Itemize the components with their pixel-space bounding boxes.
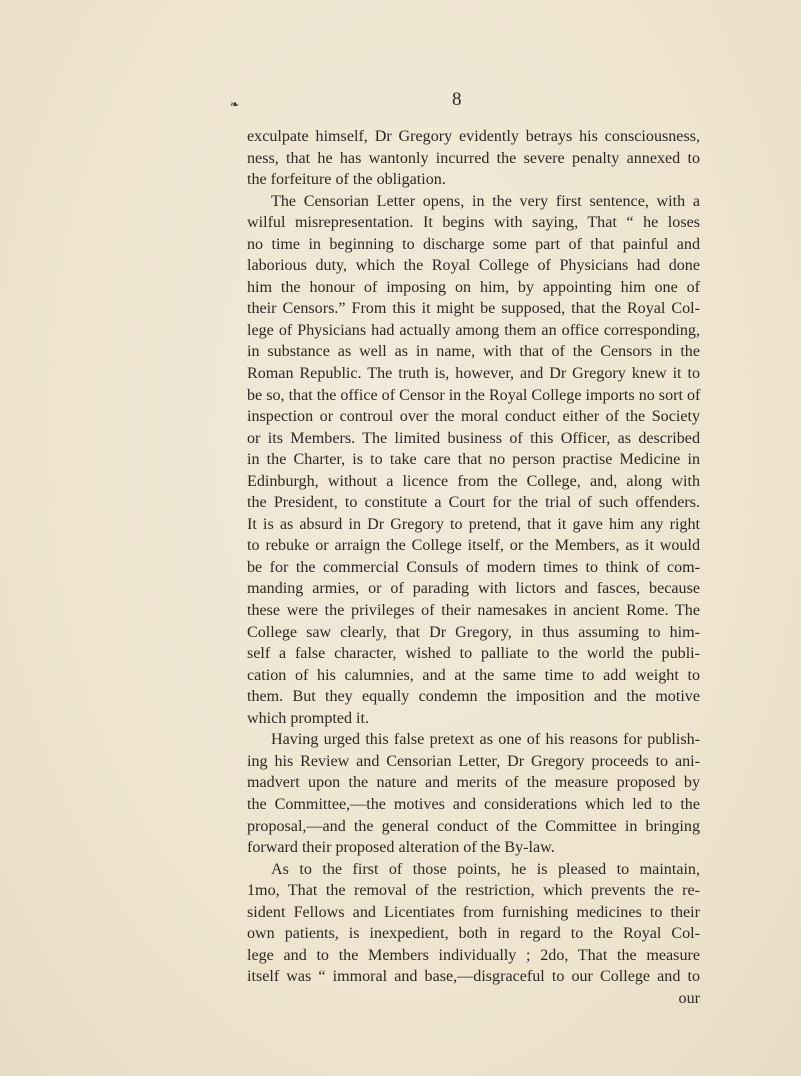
text-line: inspection or controul over the moral conduct either of the Society: [247, 408, 700, 426]
text-line: 1mo, That the removal of the restriction, which prevents the re-: [247, 882, 700, 900]
text-line: lege of Physicians had actually among them an office corresponding,: [247, 321, 700, 339]
page-number: 8: [452, 89, 463, 110]
text-line: our: [678, 989, 700, 1007]
text-line: cation of his calumnies, and at the same time to add weight to: [247, 666, 700, 684]
text-line: them. But they equally condemn the imposition and the motive: [247, 688, 700, 706]
text-line: As to the first of those points, he is pleased to maintain,: [271, 860, 700, 878]
body-text: [247, 126, 700, 1009]
text-line: exculpate himself, Dr Gregory evidently betrays his consciousness,: [247, 128, 700, 145]
text-line: itself was “ immoral and base,—disgraceful to our College and to: [247, 968, 700, 986]
text-line: in the Charter, is to take care that no person practise Medicine in: [247, 451, 700, 469]
ink-mark: ❧: [230, 99, 240, 111]
text-line: him the honour of imposing on him, by appointing him one of: [247, 278, 700, 296]
text-line: lege and to the Members individually ; 2do, That the measure: [247, 946, 700, 964]
text-line: The Censorian Letter opens, in the very first sentence, with a: [271, 192, 700, 210]
text-line: manding armies, or of parading with lictors and fasces, because: [247, 580, 700, 598]
text-line: to rebuke or arraign the College itself, or the Members, as it would: [247, 537, 700, 555]
text-line: which prompted it.: [247, 709, 370, 727]
text-line: self a false character, wished to palliate to the world the publi-: [247, 645, 700, 663]
text-line: the forfeiture of the obligation.: [247, 171, 446, 189]
text-line: forward their proposed alteration of the By-law.: [247, 839, 555, 857]
text-line: be so, that the office of Censor in the Royal College imports no sort of: [247, 386, 701, 404]
text-line: sident Fellows and Licentiates from furnishing medicines to their: [247, 903, 700, 921]
text-line: College saw clearly, that Dr Gregory, in thus assuming to him-: [247, 623, 700, 641]
text-line: ness, that he has wantonly incurred the severe penalty annexed to: [247, 149, 700, 167]
text-line: Having urged this false pretext as one of his reasons for publish-: [271, 731, 700, 749]
text-line: laborious duty, which the Royal College of Physicians had done: [247, 257, 700, 275]
text-line: be for the commercial Consuls of modern times to think of com-: [247, 558, 700, 576]
text-line: in substance as well as in name, with that of the Censors in the: [247, 343, 700, 361]
text-line: Edinburgh, without a licence from the College, and, along with: [247, 472, 700, 490]
text-line: these were the privileges of their namesakes in ancient Rome. The: [247, 602, 700, 620]
text-line: own patients, is inexpedient, both in regard to the Royal Col-: [247, 925, 700, 943]
text-line: madvert upon the nature and merits of the measure proposed by: [247, 774, 700, 792]
text-line: the President, to constitute a Court for the trial of such offenders.: [247, 494, 700, 512]
text-line: the Committee,—the motives and considerations which led to the: [247, 795, 700, 813]
text-line: proposal,—and the general conduct of the Committee in bringing: [247, 817, 700, 835]
text-line: no time in beginning to discharge some part of that painful and: [247, 235, 700, 253]
text-line: It is as absurd in Dr Gregory to pretend, that it gave him any right: [247, 515, 700, 533]
text-line: or its Members. The limited business of this Officer, as described: [247, 429, 700, 447]
text-line: their Censors.” From this it might be supposed, that the Royal Col-: [247, 300, 700, 318]
text-line: Roman Republic. The truth is, however, and Dr Gregory knew it to: [247, 365, 700, 383]
text-line: wilful misrepresentation. It begins with saying, That “ he loses: [247, 214, 700, 232]
text-line: ing his Review and Censorian Letter, Dr Gregory proceeds to ani-: [247, 752, 700, 770]
